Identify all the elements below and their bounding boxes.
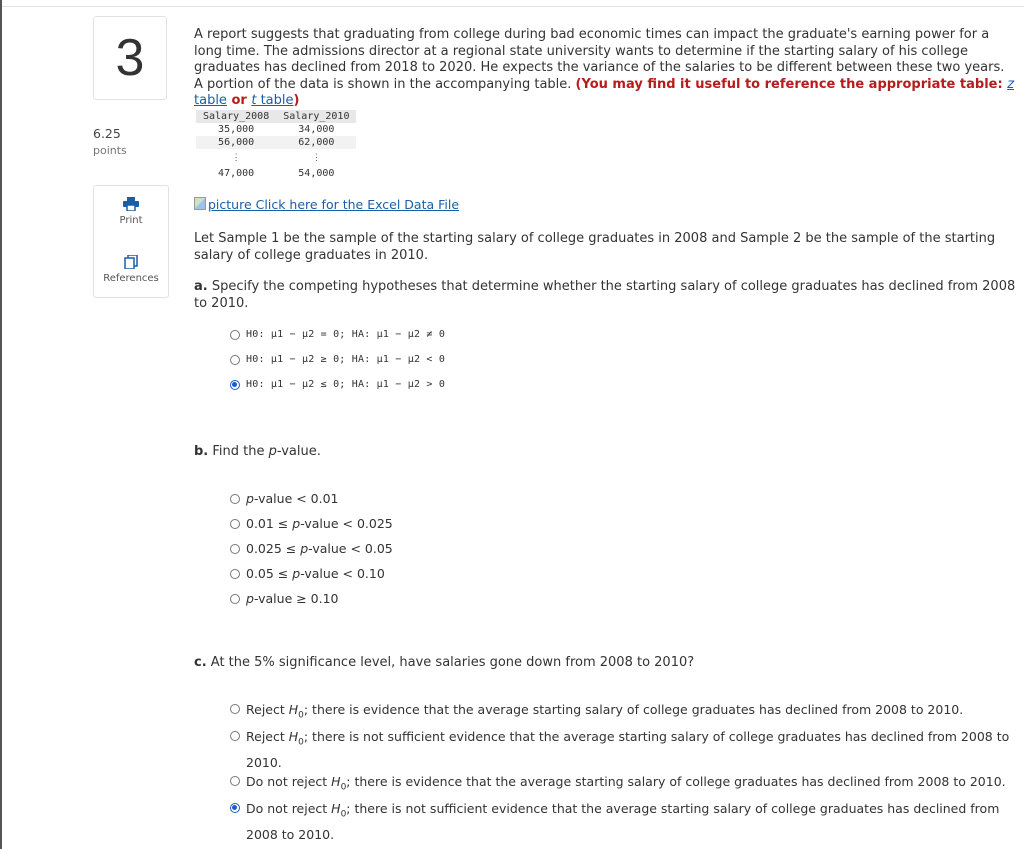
radio-button[interactable]	[230, 330, 240, 340]
sample-definition: Let Sample 1 be the sample of the starting salary of college graduates in 2008 and Sample 2 be the sample of the starting salary of college graduates in 2010.	[194, 231, 996, 263]
hypothesis-text: H0: μ1 − μ2 ≥ 0; HA: μ1 − μ2 < 0	[246, 354, 446, 365]
p-value-text: 0.025 ≤ p-value < 0.05	[246, 541, 393, 556]
references-icon	[123, 255, 139, 269]
intro-text: A report suggests that graduating from college during bad economic times can impact the graduate's earning power for a long time. The admissions director at a regional state university wants to determine if the starting salary of his college graduates has declined from 2018 to 2020. He expects the variance of the salaries to be different between these two years. A portion of the data is shown in the accompanying table.	[194, 27, 1005, 92]
part-c-prompt	[194, 655, 1018, 672]
header-salary-2008: Salary_2008	[196, 110, 276, 123]
conclusion-option[interactable]	[230, 700, 1020, 726]
hypothesis-option[interactable]	[230, 379, 445, 390]
part-a-prompt	[194, 279, 1018, 312]
radio-button[interactable]	[230, 731, 240, 741]
or-word: or	[226, 93, 252, 108]
hypothesis-text: H0: μ1 − μ2 ≤ 0; HA: μ1 − μ2 > 0	[246, 379, 446, 390]
part-b-text-after: -value.	[276, 444, 321, 459]
radio-button[interactable]	[230, 803, 240, 813]
question-intro	[194, 27, 1016, 110]
question-number	[93, 16, 167, 100]
header-salary-2010: Salary_2010	[276, 110, 356, 123]
part-a-text: Specify the competing hypotheses that determine whether the starting salary of college graduates has declined from 2008 to 2010.	[194, 279, 1016, 311]
radio-button[interactable]	[230, 380, 240, 390]
conclusion-text: Do not reject $H_0$; there is not sufficient evidence that the average starting salary of college graduates has declined from 2008 to 2010.	[246, 801, 1000, 842]
reference-note-suffix: )	[293, 93, 300, 108]
p-value-option[interactable]	[230, 491, 339, 506]
p-value-text: p-value ≥ 0.10	[246, 591, 339, 606]
cell: 56,000	[196, 136, 276, 149]
part-b-prompt	[194, 444, 1018, 461]
p-value-text: 0.05 ≤ p-value < 0.10	[246, 566, 385, 581]
cell: 34,000	[298, 124, 335, 135]
ellipsis-cell: ⋮	[311, 153, 321, 163]
conclusion-option[interactable]	[230, 799, 1020, 844]
part-a-label: a.	[194, 279, 208, 294]
left-border	[0, 0, 2, 849]
part-b-label: b.	[194, 444, 209, 459]
tools-panel	[93, 185, 169, 298]
points-label: points	[93, 144, 127, 157]
z-letter: z	[1007, 76, 1015, 92]
picture-alt-text: picture	[208, 197, 252, 212]
references-button[interactable]	[94, 255, 168, 284]
z-table-word: table	[194, 93, 227, 108]
cell: 54,000	[298, 168, 335, 179]
part-b-p: p	[268, 444, 277, 459]
ellipsis-cell: ⋮	[231, 153, 241, 163]
top-divider	[2, 6, 1024, 7]
conclusion-option[interactable]	[230, 772, 1020, 798]
radio-button[interactable]	[230, 704, 240, 714]
references-label: References	[103, 273, 159, 284]
printer-icon	[123, 197, 139, 211]
print-button[interactable]	[94, 197, 168, 226]
cell: 35,000	[218, 124, 255, 135]
p-value-option[interactable]	[230, 541, 393, 556]
t-table-link[interactable]	[251, 93, 293, 108]
part-c-label: c.	[194, 655, 207, 670]
print-label: Print	[119, 215, 143, 226]
t-table-word: table	[256, 93, 294, 108]
conclusion-text: Reject $H_0$; there is not sufficient evidence that the average starting salary of college graduates has declined from 2008 to 2010.	[246, 729, 1010, 770]
p-value-option[interactable]	[230, 516, 393, 531]
conclusion-option[interactable]	[230, 727, 1020, 772]
part-b-text-before: Find the	[208, 444, 269, 459]
excel-link-text: Click here for the Excel Data File	[251, 197, 460, 212]
radio-button[interactable]	[230, 519, 240, 529]
salary-data-table	[196, 110, 356, 180]
reference-note-prefix: (You may find it useful to reference the appropriate table:	[575, 76, 1008, 92]
radio-button[interactable]	[230, 569, 240, 579]
conclusion-text: Reject $H_0$; there is evidence that the average starting salary of college graduates has declined from 2008 to 2010.	[246, 702, 964, 721]
radio-button[interactable]	[230, 594, 240, 604]
cell: 47,000	[218, 168, 255, 179]
conclusion-text: Do not reject $H_0$; there is evidence that the average starting salary of college graduates has declined from 2008 to 2010.	[246, 774, 1006, 793]
question-number-text: 3	[115, 29, 145, 87]
excel-data-link[interactable]	[194, 197, 459, 212]
radio-button[interactable]	[230, 355, 240, 365]
radio-button[interactable]	[230, 544, 240, 554]
cell: 62,000	[276, 136, 356, 149]
p-value-text: 0.01 ≤ p-value < 0.025	[246, 516, 393, 531]
t-letter: t	[251, 93, 257, 108]
p-value-text: p-value < 0.01	[246, 491, 339, 506]
hypothesis-option[interactable]	[230, 329, 445, 340]
hypothesis-option[interactable]	[230, 354, 445, 365]
p-value-option[interactable]	[230, 566, 385, 581]
radio-button[interactable]	[230, 776, 240, 786]
radio-button[interactable]	[230, 494, 240, 504]
p-value-option[interactable]	[230, 591, 339, 606]
part-c-text: At the 5% significance level, have salaries gone down from 2008 to 2010?	[206, 655, 695, 670]
picture-icon	[194, 197, 206, 210]
hypothesis-text: H0: μ1 − μ2 = 0; HA: μ1 − μ2 ≠ 0	[246, 329, 446, 340]
points-value: 6.25	[93, 126, 121, 141]
